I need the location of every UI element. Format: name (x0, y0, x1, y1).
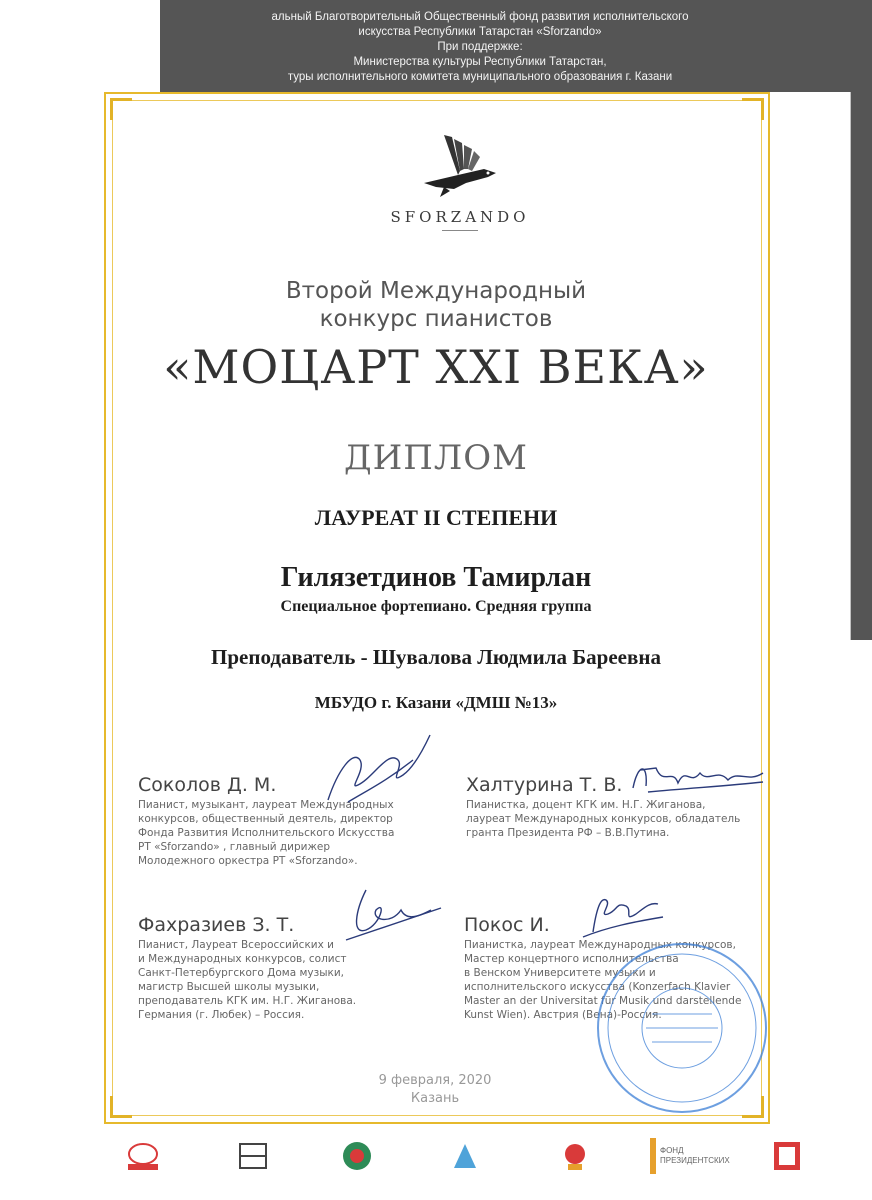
round-stamp-icon (592, 938, 772, 1118)
laureate-degree: ЛАУРЕАТ II СТЕПЕНИ (314, 505, 558, 530)
school: МБУДО г. Казани «ДМШ №13» (314, 693, 558, 712)
juror-description (138, 938, 438, 1022)
sponsor-logo-2 (228, 1138, 278, 1174)
specialty: Специальное фортепиано. Средняя группа (280, 598, 592, 615)
juror-desc-line: Kunst Wien). Австрия (Вена)-Россия. (464, 1009, 662, 1021)
header-line: искусства Республики Татарстан «Sforzando» (358, 26, 602, 38)
signature-pokos (578, 892, 668, 942)
signature-khalturina (628, 758, 768, 798)
organizer-header (180, 10, 780, 85)
juror-desc-line: Мастер концертного исполнительства (464, 953, 679, 965)
juror-desc-line: Молодежного оркестра РТ «Sforzando». (138, 855, 358, 867)
issue-date: 9 февраля, 2020 (378, 1073, 492, 1088)
juror-desc-line: гранта Президента РФ – В.В.Путина. (466, 827, 670, 839)
juror-desc-line: Германия (г. Любек) – Россия. (138, 1009, 305, 1021)
frame-corner (110, 1096, 132, 1118)
juror-name: Фахразиев З. Т. (138, 914, 295, 936)
juror-desc-line: Master an der Universitat für Musik und darstellende (464, 995, 742, 1007)
juror-desc-line: Фонда Развития Исполнительского Искусства (138, 827, 395, 839)
juror-desc-line: Пианист, Лауреат Всероссийских и (138, 939, 334, 951)
competition-title: «МОЦАРТ XXI ВЕКА» (163, 340, 709, 394)
sponsor-logos (110, 1138, 810, 1178)
bird-logo-icon (414, 125, 504, 205)
juror-desc-line: в Венском Университете музыки и (464, 967, 656, 979)
header-line: При поддержке: (437, 41, 523, 53)
sponsor-logo-7 (762, 1138, 812, 1174)
signature-fakhraziev (336, 880, 446, 950)
teacher: Преподаватель - Шувалова Людмила Бареевна (211, 645, 661, 669)
issue-date-block (330, 1072, 540, 1108)
frame-corner (742, 98, 764, 120)
frame-corner (110, 98, 132, 120)
sponsor-logo-5 (550, 1138, 600, 1174)
juror-description (466, 798, 766, 840)
laureate-name: Гилязетдинов Тамирлан (280, 562, 592, 593)
brand-underline (442, 230, 478, 231)
sponsor-text: ФОНД ПРЕЗИДЕНТСКИХ (660, 1146, 730, 1165)
header-line: альный Благотворительный Общественный фонд развития исполнительского (271, 11, 689, 23)
sponsor-logo-1 (118, 1138, 168, 1174)
juror-name: Халтурина Т. В. (466, 774, 623, 796)
juror-desc-line: магистр Высшей школы музыки, (138, 981, 320, 993)
sponsor-logo-3 (332, 1138, 382, 1174)
juror-desc-line: РТ «Sforzando» , главный дирижер (138, 841, 331, 853)
competition-line-2: конкурс пианистов (319, 306, 553, 332)
sponsor-logo-6 (650, 1138, 730, 1174)
juror-desc-line: конкурсов, общественный деятель, директор (138, 813, 393, 825)
juror-desc-line: Пианист, музыкант, лауреат Международных (138, 799, 394, 811)
competition-line-1: Второй Международный (285, 278, 587, 304)
juror-name: Покос И. (464, 914, 550, 936)
diploma-title: ДИПЛОМ (343, 438, 528, 478)
issue-city: Казань (410, 1091, 460, 1106)
header-line: Министерства культуры Республики Татарстан, (353, 56, 607, 68)
header-line: туры исполнительного комитета муниципального образования г. Казани (287, 71, 673, 83)
juror-desc-line: исполнительского искусства (Konzerfach Klavier (464, 981, 731, 993)
juror-name: Соколов Д. М. (138, 774, 277, 796)
juror-desc-line: преподаватель КГК им. Н.Г. Жиганова. (138, 995, 357, 1007)
juror-desc-line: Пианистка, лауреат Международных конкурсов, (464, 939, 736, 951)
signature-sokolov (318, 730, 438, 810)
juror-desc-line: лауреат Международных конкурсов, обладатель (466, 813, 741, 825)
juror-desc-line: и Международных конкурсов, солист (138, 953, 347, 965)
juror-desc-line: Санкт-Петербургского Дома музыки, (138, 967, 344, 979)
juror-desc-line: Пианистка, доцент КГК им. Н.Г. Жиганова, (466, 799, 706, 811)
sponsor-logo-4 (440, 1138, 490, 1174)
brand-name: SFORZANDO (390, 208, 530, 226)
